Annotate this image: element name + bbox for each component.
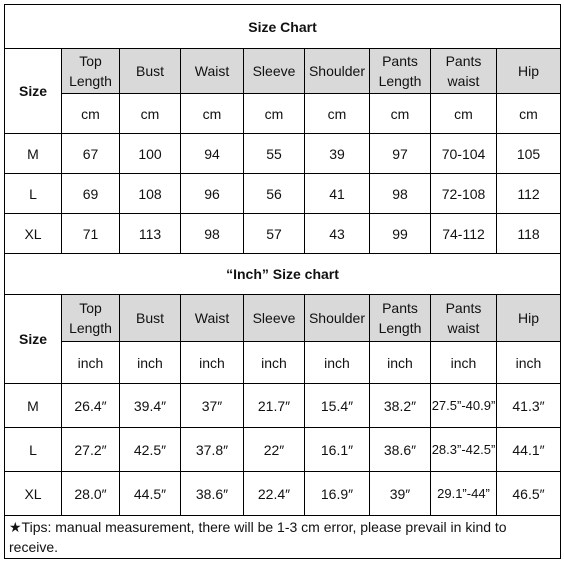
inch-value-cell: 26.4″ bbox=[62, 384, 120, 428]
cm-size-row bbox=[5, 174, 561, 214]
cm-value-cell: 55 bbox=[244, 134, 305, 174]
cm-value-cell: 97 bbox=[370, 134, 431, 174]
cm-size-header: Size bbox=[5, 49, 62, 134]
cm-value-cell: 113 bbox=[120, 214, 181, 254]
cm-unit-cell: cm bbox=[244, 94, 305, 134]
cm-size-cell: M bbox=[5, 134, 62, 174]
inch-column-header: Waist bbox=[181, 295, 244, 342]
cm-column-header: Bust bbox=[120, 49, 181, 94]
inch-value-cell: 28.0″ bbox=[62, 472, 120, 516]
inch-size-row bbox=[5, 384, 561, 428]
cm-unit-cell: cm bbox=[120, 94, 181, 134]
cm-size-row bbox=[5, 214, 561, 254]
inch-value-cell: 16.9″ bbox=[305, 472, 370, 516]
cm-unit-cell: cm bbox=[181, 94, 244, 134]
inch-size-cell: M bbox=[5, 384, 62, 428]
inch-value-cell: 42.5″ bbox=[120, 428, 181, 472]
size-chart-table bbox=[4, 4, 561, 559]
cm-value-cell: 43 bbox=[305, 214, 370, 254]
inch-value-cell: 15.4″ bbox=[305, 384, 370, 428]
cm-column-header: Top Length bbox=[62, 49, 120, 94]
cm-unit-cell: cm bbox=[62, 94, 120, 134]
inch-value-cell: 28.3”-42.5” bbox=[431, 428, 497, 472]
cm-column-header: Pants Length bbox=[370, 49, 431, 94]
cm-value-cell: 70-104 bbox=[431, 134, 497, 174]
inch-column-header: Shoulder bbox=[305, 295, 370, 342]
cm-size-row bbox=[5, 134, 561, 174]
cm-size-cell: XL bbox=[5, 214, 62, 254]
cm-value-cell: 100 bbox=[120, 134, 181, 174]
inch-value-cell: 16.1″ bbox=[305, 428, 370, 472]
inch-value-cell: 22″ bbox=[244, 428, 305, 472]
cm-value-cell: 118 bbox=[497, 214, 561, 254]
cm-column-header: Waist bbox=[181, 49, 244, 94]
inch-value-cell: 39.4″ bbox=[120, 384, 181, 428]
inch-value-cell: 27.2″ bbox=[62, 428, 120, 472]
cm-value-cell: 41 bbox=[305, 174, 370, 214]
inch-value-cell: 44.1″ bbox=[497, 428, 561, 472]
cm-column-header: Shoulder bbox=[305, 49, 370, 94]
inch-value-cell: 39″ bbox=[370, 472, 431, 516]
inch-unit-cell: inch bbox=[62, 342, 120, 384]
inch-value-cell: 22.4″ bbox=[244, 472, 305, 516]
inch-value-cell: 38.6″ bbox=[370, 428, 431, 472]
inch-column-header: Sleeve bbox=[244, 295, 305, 342]
cm-value-cell: 56 bbox=[244, 174, 305, 214]
cm-section-title: Size Chart bbox=[5, 5, 561, 49]
cm-value-cell: 74-112 bbox=[431, 214, 497, 254]
cm-value-cell: 67 bbox=[62, 134, 120, 174]
cm-unit-cell: cm bbox=[431, 94, 497, 134]
cm-value-cell: 57 bbox=[244, 214, 305, 254]
inch-unit-cell: inch bbox=[497, 342, 561, 384]
cm-title-row bbox=[5, 5, 561, 49]
inch-value-cell: 44.5″ bbox=[120, 472, 181, 516]
inch-size-row bbox=[5, 472, 561, 516]
cm-value-cell: 99 bbox=[370, 214, 431, 254]
inch-unit-cell: inch bbox=[305, 342, 370, 384]
inch-value-cell: 41.3″ bbox=[497, 384, 561, 428]
cm-value-cell: 69 bbox=[62, 174, 120, 214]
inch-value-cell: 38.2″ bbox=[370, 384, 431, 428]
cm-value-cell: 94 bbox=[181, 134, 244, 174]
cm-value-cell: 39 bbox=[305, 134, 370, 174]
cm-unit-cell: cm bbox=[497, 94, 561, 134]
inch-size-cell: XL bbox=[5, 472, 62, 516]
inch-size-cell: L bbox=[5, 428, 62, 472]
cm-value-cell: 108 bbox=[120, 174, 181, 214]
inch-value-cell: 37.8″ bbox=[181, 428, 244, 472]
cm-column-header: Sleeve bbox=[244, 49, 305, 94]
inch-unit-row bbox=[5, 342, 561, 384]
cm-value-cell: 96 bbox=[181, 174, 244, 214]
cm-value-cell: 71 bbox=[62, 214, 120, 254]
inch-column-header: Bust bbox=[120, 295, 181, 342]
inch-column-header: Hip bbox=[497, 295, 561, 342]
inch-value-cell: 37″ bbox=[181, 384, 244, 428]
cm-value-cell: 112 bbox=[497, 174, 561, 214]
inch-column-header: Top Length bbox=[62, 295, 120, 342]
inch-value-cell: 46.5″ bbox=[497, 472, 561, 516]
inch-column-header: Pants waist bbox=[431, 295, 497, 342]
inch-unit-cell: inch bbox=[370, 342, 431, 384]
inch-header-row bbox=[5, 295, 561, 342]
cm-value-cell: 72-108 bbox=[431, 174, 497, 214]
inch-size-row bbox=[5, 428, 561, 472]
tips-note: ★Tips: manual measurement, there will be 1-3 cm error, please prevail in kind to receive. bbox=[5, 516, 561, 559]
cm-value-cell: 105 bbox=[497, 134, 561, 174]
inch-unit-cell: inch bbox=[120, 342, 181, 384]
inch-value-cell: 29.1”-44” bbox=[431, 472, 497, 516]
inch-value-cell: 38.6″ bbox=[181, 472, 244, 516]
cm-size-cell: L bbox=[5, 174, 62, 214]
inch-size-header: Size bbox=[5, 295, 62, 384]
cm-value-cell: 98 bbox=[181, 214, 244, 254]
cm-header-row bbox=[5, 49, 561, 94]
inch-column-header: Pants Length bbox=[370, 295, 431, 342]
inch-value-cell: 27.5”-40.9” bbox=[431, 384, 497, 428]
inch-unit-cell: inch bbox=[431, 342, 497, 384]
inch-unit-cell: inch bbox=[181, 342, 244, 384]
inch-unit-cell: inch bbox=[244, 342, 305, 384]
cm-unit-cell: cm bbox=[305, 94, 370, 134]
cm-unit-row bbox=[5, 94, 561, 134]
inch-section-title: “Inch” Size chart bbox=[5, 254, 561, 295]
inch-title-row bbox=[5, 254, 561, 295]
cm-value-cell: 98 bbox=[370, 174, 431, 214]
cm-column-header: Pants waist bbox=[431, 49, 497, 94]
cm-unit-cell: cm bbox=[370, 94, 431, 134]
cm-column-header: Hip bbox=[497, 49, 561, 94]
inch-value-cell: 21.7″ bbox=[244, 384, 305, 428]
